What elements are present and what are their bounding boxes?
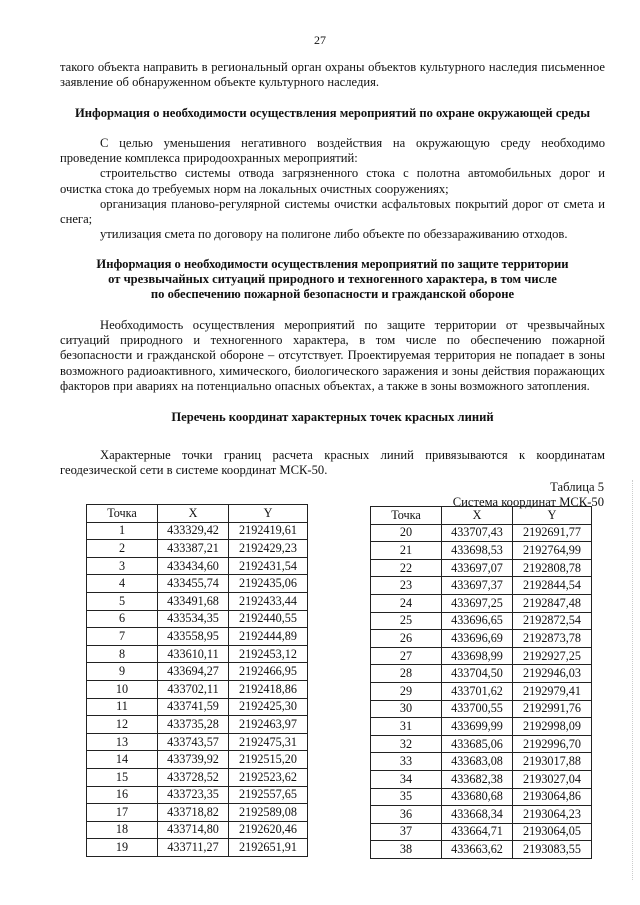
table-row — [87, 751, 308, 769]
point-cell: 28 — [371, 665, 442, 683]
table-header-row — [87, 505, 308, 523]
point-cell: 29 — [371, 682, 442, 700]
y-cell: 2192453,12 — [229, 645, 308, 663]
header-point: Точка — [87, 505, 158, 523]
table-row — [371, 542, 592, 560]
y-cell: 2192429,23 — [229, 540, 308, 558]
y-cell: 2192557,65 — [229, 786, 308, 804]
point-cell: 31 — [371, 718, 442, 736]
y-cell: 2192691,77 — [513, 524, 592, 542]
point-cell: 10 — [87, 680, 158, 698]
y-cell: 2192418,86 — [229, 680, 308, 698]
y-cell: 2192764,99 — [513, 542, 592, 560]
coordinates-table-left — [86, 504, 308, 857]
point-cell: 1 — [87, 522, 158, 540]
point-cell: 12 — [87, 716, 158, 734]
x-cell: 433491,68 — [158, 592, 229, 610]
x-cell: 433680,68 — [442, 788, 513, 806]
point-cell: 18 — [87, 821, 158, 839]
point-cell: 8 — [87, 645, 158, 663]
point-cell: 32 — [371, 735, 442, 753]
table-row — [371, 559, 592, 577]
table-row — [87, 540, 308, 558]
table-row — [371, 788, 592, 806]
x-cell: 433664,71 — [442, 823, 513, 841]
point-cell: 30 — [371, 700, 442, 718]
x-cell: 433455,74 — [158, 575, 229, 593]
x-cell: 433694,27 — [158, 663, 229, 681]
x-cell: 433698,53 — [442, 542, 513, 560]
point-cell: 37 — [371, 823, 442, 841]
x-cell: 433735,28 — [158, 716, 229, 734]
table-body-right — [371, 524, 592, 858]
y-cell: 2192991,76 — [513, 700, 592, 718]
point-cell: 15 — [87, 768, 158, 786]
section-coordinates-heading: Перечень координат характерных точек красных линий — [171, 410, 494, 424]
table-row — [87, 663, 308, 681]
table-row — [87, 628, 308, 646]
table-row — [87, 768, 308, 786]
table-number: Таблица 5 — [550, 480, 604, 494]
point-cell: 36 — [371, 806, 442, 824]
table-row — [87, 733, 308, 751]
y-cell: 2192431,54 — [229, 557, 308, 575]
table-row — [371, 718, 592, 736]
point-cell: 5 — [87, 592, 158, 610]
point-cell: 38 — [371, 841, 442, 859]
x-cell: 433701,62 — [442, 682, 513, 700]
table-row — [87, 575, 308, 593]
point-cell: 2 — [87, 540, 158, 558]
table-row — [371, 665, 592, 683]
y-cell: 2192651,91 — [229, 839, 308, 857]
y-cell: 2192844,54 — [513, 577, 592, 595]
table-row — [371, 682, 592, 700]
environment-paragraph-2: строительство системы отвода загрязненного стока с полотна автомобильных дорог и очистка стока до требуемых норм на локальных очистных сооружениях; — [60, 166, 605, 196]
table-row — [87, 839, 308, 857]
y-cell: 2192847,48 — [513, 594, 592, 612]
section-emergency-body — [60, 318, 605, 394]
point-cell: 16 — [87, 786, 158, 804]
y-cell: 2193064,23 — [513, 806, 592, 824]
y-cell: 2192808,78 — [513, 559, 592, 577]
table-row — [87, 557, 308, 575]
table-row — [87, 592, 308, 610]
table-row — [371, 735, 592, 753]
point-cell: 33 — [371, 753, 442, 771]
y-cell: 2192435,06 — [229, 575, 308, 593]
x-cell: 433683,08 — [442, 753, 513, 771]
table-row — [87, 804, 308, 822]
x-cell: 433329,42 — [158, 522, 229, 540]
scan-margin-mark — [632, 480, 634, 880]
x-cell: 433685,06 — [442, 735, 513, 753]
emergency-heading-line-1: Информация о необходимости осуществления мероприятий по защите территории — [96, 257, 569, 271]
y-cell: 2193064,05 — [513, 823, 592, 841]
y-cell: 2192515,20 — [229, 751, 308, 769]
header-y: Y — [513, 507, 592, 525]
x-cell: 433741,59 — [158, 698, 229, 716]
x-cell: 433698,99 — [442, 647, 513, 665]
point-cell: 17 — [87, 804, 158, 822]
point-cell: 21 — [371, 542, 442, 560]
header-y: Y — [229, 505, 308, 523]
y-cell: 2193083,55 — [513, 841, 592, 859]
x-cell: 433699,99 — [442, 718, 513, 736]
x-cell: 433534,35 — [158, 610, 229, 628]
intro-paragraph — [60, 60, 605, 90]
point-cell: 6 — [87, 610, 158, 628]
y-cell: 2192425,30 — [229, 698, 308, 716]
table-row — [371, 524, 592, 542]
table-row — [371, 823, 592, 841]
emergency-paragraph: Необходимость осуществления мероприятий по защите территории от чрезвычайных ситуаций природного и техногенного характера, в том числе по обеспечению пожарной безопасности и гражданской обороне – отсутствует. Проектируемая территория не попадает в зоны возможного радиоактивного, химического, биологического заражения и зоны действия поражающих факторов при авариях на потенциально опасных объектах, а также в зоны возможного затопления. — [60, 318, 605, 393]
table-row — [371, 630, 592, 648]
point-cell: 9 — [87, 663, 158, 681]
point-cell: 19 — [87, 839, 158, 857]
x-cell: 433610,11 — [158, 645, 229, 663]
section-coordinates-body — [60, 448, 605, 478]
point-cell: 3 — [87, 557, 158, 575]
y-cell: 2192589,08 — [229, 804, 308, 822]
table-row — [87, 645, 308, 663]
x-cell: 433707,43 — [442, 524, 513, 542]
table-row — [371, 594, 592, 612]
section-environment-heading: Информация о необходимости осуществления мероприятий по охране окружающей среды — [74, 106, 591, 120]
point-cell: 13 — [87, 733, 158, 751]
point-cell: 4 — [87, 575, 158, 593]
emergency-heading-line-3: по обеспечению пожарной безопасности и гражданской обороне — [150, 287, 515, 301]
coordinates-paragraph: Характерные точки границ расчета красных линий привязываются к координатам геодезической сети в системе координат МСК-50. — [60, 448, 605, 478]
point-cell: 24 — [371, 594, 442, 612]
point-cell: 11 — [87, 698, 158, 716]
y-cell: 2192419,61 — [229, 522, 308, 540]
point-cell: 25 — [371, 612, 442, 630]
table-row — [371, 612, 592, 630]
x-cell: 433668,34 — [442, 806, 513, 824]
table-row — [87, 610, 308, 628]
y-cell: 2192979,41 — [513, 682, 592, 700]
header-point: Точка — [371, 507, 442, 525]
y-cell: 2192946,03 — [513, 665, 592, 683]
table-row — [371, 577, 592, 595]
x-cell: 433558,95 — [158, 628, 229, 646]
x-cell: 433739,92 — [158, 751, 229, 769]
x-cell: 433696,65 — [442, 612, 513, 630]
table-row — [87, 698, 308, 716]
header-x: X — [442, 507, 513, 525]
point-cell: 23 — [371, 577, 442, 595]
header-x: X — [158, 505, 229, 523]
table-row — [87, 522, 308, 540]
point-cell: 34 — [371, 770, 442, 788]
table-row — [371, 806, 592, 824]
y-cell: 2192463,97 — [229, 716, 308, 734]
point-cell: 20 — [371, 524, 442, 542]
x-cell: 433723,35 — [158, 786, 229, 804]
table-row — [87, 680, 308, 698]
x-cell: 433387,21 — [158, 540, 229, 558]
x-cell: 433702,11 — [158, 680, 229, 698]
section-environment-body — [60, 136, 605, 242]
y-cell: 2192475,31 — [229, 733, 308, 751]
table-header-row — [371, 507, 592, 525]
x-cell: 433663,62 — [442, 841, 513, 859]
x-cell: 433704,50 — [442, 665, 513, 683]
page-number: 27 — [314, 33, 326, 47]
table-row — [371, 700, 592, 718]
coordinate-system-label: Система координат МСК-50 — [452, 495, 604, 509]
environment-paragraph-1: С целью уменьшения негативного воздействия на окружающую среду необходимо проведение комплекса природоохранных мероприятий: — [60, 136, 605, 166]
section-emergency-heading — [60, 257, 605, 302]
table-row — [371, 647, 592, 665]
point-cell: 27 — [371, 647, 442, 665]
y-cell: 2193064,86 — [513, 788, 592, 806]
coordinates-table-right — [370, 506, 592, 859]
x-cell: 433700,55 — [442, 700, 513, 718]
emergency-heading-line-2: от чрезвычайных ситуаций природного и техногенного характера, в том числе — [108, 272, 557, 286]
y-cell: 2192523,62 — [229, 768, 308, 786]
x-cell: 433714,80 — [158, 821, 229, 839]
y-cell: 2192872,54 — [513, 612, 592, 630]
y-cell: 2193017,88 — [513, 753, 592, 771]
y-cell: 2192433,44 — [229, 592, 308, 610]
table-row — [371, 841, 592, 859]
table-row — [371, 770, 592, 788]
y-cell: 2192998,09 — [513, 718, 592, 736]
environment-paragraph-3: организация планово-регулярной системы очистки асфальтовых покрытий дорог от смета и снега; — [60, 196, 605, 227]
x-cell: 433682,38 — [442, 770, 513, 788]
table-row — [87, 716, 308, 734]
point-cell: 35 — [371, 788, 442, 806]
y-cell: 2193027,04 — [513, 770, 592, 788]
x-cell: 433743,57 — [158, 733, 229, 751]
point-cell: 26 — [371, 630, 442, 648]
point-cell: 22 — [371, 559, 442, 577]
point-cell: 14 — [87, 751, 158, 769]
y-cell: 2192444,89 — [229, 628, 308, 646]
table-row — [371, 753, 592, 771]
y-cell: 2192466,95 — [229, 663, 308, 681]
environment-paragraph-4: утилизация смета по договору на полигоне либо объекте по обеззараживанию отходов. — [100, 227, 568, 242]
x-cell: 433711,27 — [158, 839, 229, 857]
y-cell: 2192873,78 — [513, 630, 592, 648]
x-cell: 433718,82 — [158, 804, 229, 822]
table-body-left — [87, 522, 308, 856]
table-row — [87, 821, 308, 839]
y-cell: 2192996,70 — [513, 735, 592, 753]
y-cell: 2192620,46 — [229, 821, 308, 839]
x-cell: 433697,07 — [442, 559, 513, 577]
x-cell: 433696,69 — [442, 630, 513, 648]
table-row — [87, 786, 308, 804]
x-cell: 433697,25 — [442, 594, 513, 612]
y-cell: 2192927,25 — [513, 647, 592, 665]
x-cell: 433697,37 — [442, 577, 513, 595]
point-cell: 7 — [87, 628, 158, 646]
x-cell: 433728,52 — [158, 768, 229, 786]
x-cell: 433434,60 — [158, 557, 229, 575]
y-cell: 2192440,55 — [229, 610, 308, 628]
intro-text: такого объекта направить в региональный орган охраны объектов культурного наследия письменное заявление об обнаруженном объекте культурного наследия. — [60, 60, 605, 90]
